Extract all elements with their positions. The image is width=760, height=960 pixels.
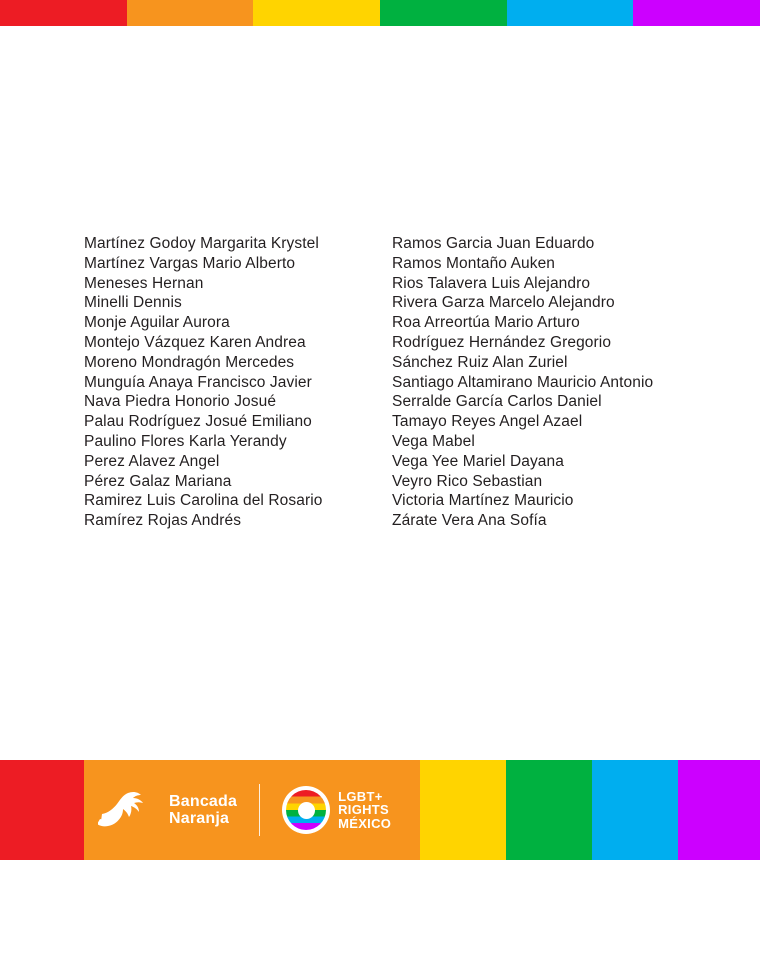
stripe-cyan (507, 0, 634, 26)
top-rainbow-bar (0, 0, 760, 26)
list-item: Montejo Vázquez Karen Andrea (84, 333, 306, 351)
bancada-line1: Bancada (169, 793, 238, 810)
bancada-naranja-label (169, 793, 237, 827)
list-item: Paulino Flores Karla Yerandy (84, 432, 287, 450)
stripe-orange (127, 0, 254, 26)
rainbow-gradient (286, 790, 326, 830)
list-item: Rodríguez Hernández Gregorio (392, 333, 612, 351)
list-item: Moreno Mondragón Mercedes (84, 353, 295, 371)
bancada-line2: Naranja (169, 810, 230, 827)
list-item: Rivera Garza Marcelo Alejandro (392, 294, 615, 312)
list-item: Vega Mabel (392, 432, 475, 450)
footer-logo-band (84, 760, 420, 860)
names-column-left (84, 234, 392, 531)
list-item: Perez Alavez Angel (84, 452, 220, 470)
signatory-names-block (84, 234, 700, 531)
list-item: Pérez Galaz Mariana (84, 472, 232, 490)
lgbt-line1: LGBT+ (338, 788, 383, 804)
stripe-purple (633, 0, 760, 26)
lgbt-line3: MÉXICO (338, 815, 392, 831)
dove-icon (98, 788, 160, 832)
lgbt-rights-mexico-logo (282, 786, 391, 834)
footer-bar (0, 760, 760, 860)
stripe-green (380, 0, 507, 26)
lgbt-rights-mexico-label (338, 790, 391, 831)
list-item: Ramirez Luis Carolina del Rosario (84, 492, 323, 510)
list-item: Monje Aguilar Aurora (84, 314, 230, 332)
list-item: Munguía Anaya Francisco Javier (84, 373, 312, 391)
list-item: Ramos Montaño Auken (392, 254, 556, 272)
lgbt-line2: RIGHTS (338, 802, 390, 818)
list-item: Tamayo Reyes Angel Azael (392, 413, 583, 431)
rainbow-circle-icon (282, 786, 330, 834)
footer-stripe-purple (678, 760, 760, 860)
list-item: Martínez Vargas Mario Alberto (84, 254, 296, 272)
list-item: Meneses Hernan (84, 274, 204, 292)
footer-stripe-cyan (592, 760, 678, 860)
logo-group (84, 784, 391, 836)
footer-stripe-yellow (420, 760, 506, 860)
bancada-naranja-logo (98, 788, 237, 832)
list-item: Palau Rodríguez Josué Emiliano (84, 413, 312, 431)
list-item: Rios Talavera Luis Alejandro (392, 274, 591, 292)
stripe-red (0, 0, 127, 26)
list-item: Vega Yee Mariel Dayana (392, 452, 564, 470)
list-item: Martínez Godoy Margarita Krystel (84, 235, 319, 252)
list-item: Minelli Dennis (84, 294, 182, 312)
list-item: Veyro Rico Sebastian (392, 472, 543, 490)
inner-circle (298, 802, 315, 819)
names-column-right (392, 234, 700, 531)
list-item: Sánchez Ruiz Alan Zuriel (392, 353, 568, 371)
list-item: Ramírez Rojas Andrés (84, 512, 242, 530)
list-item: Roa Arreortúa Mario Arturo (392, 314, 580, 332)
footer-stripe-red (0, 760, 84, 860)
footer-stripe-green (506, 760, 592, 860)
page-body (0, 26, 760, 860)
list-item: Ramos Garcia Juan Eduardo (392, 235, 595, 252)
list-item: Victoria Martínez Mauricio (392, 492, 574, 510)
stripe-yellow (253, 0, 380, 26)
list-item: Santiago Altamirano Mauricio Antonio (392, 373, 654, 391)
list-item: Nava Piedra Honorio Josué (84, 393, 277, 411)
logo-divider (259, 784, 260, 836)
list-item: Zárate Vera Ana Sofía (392, 512, 547, 530)
list-item: Serralde García Carlos Daniel (392, 393, 602, 411)
